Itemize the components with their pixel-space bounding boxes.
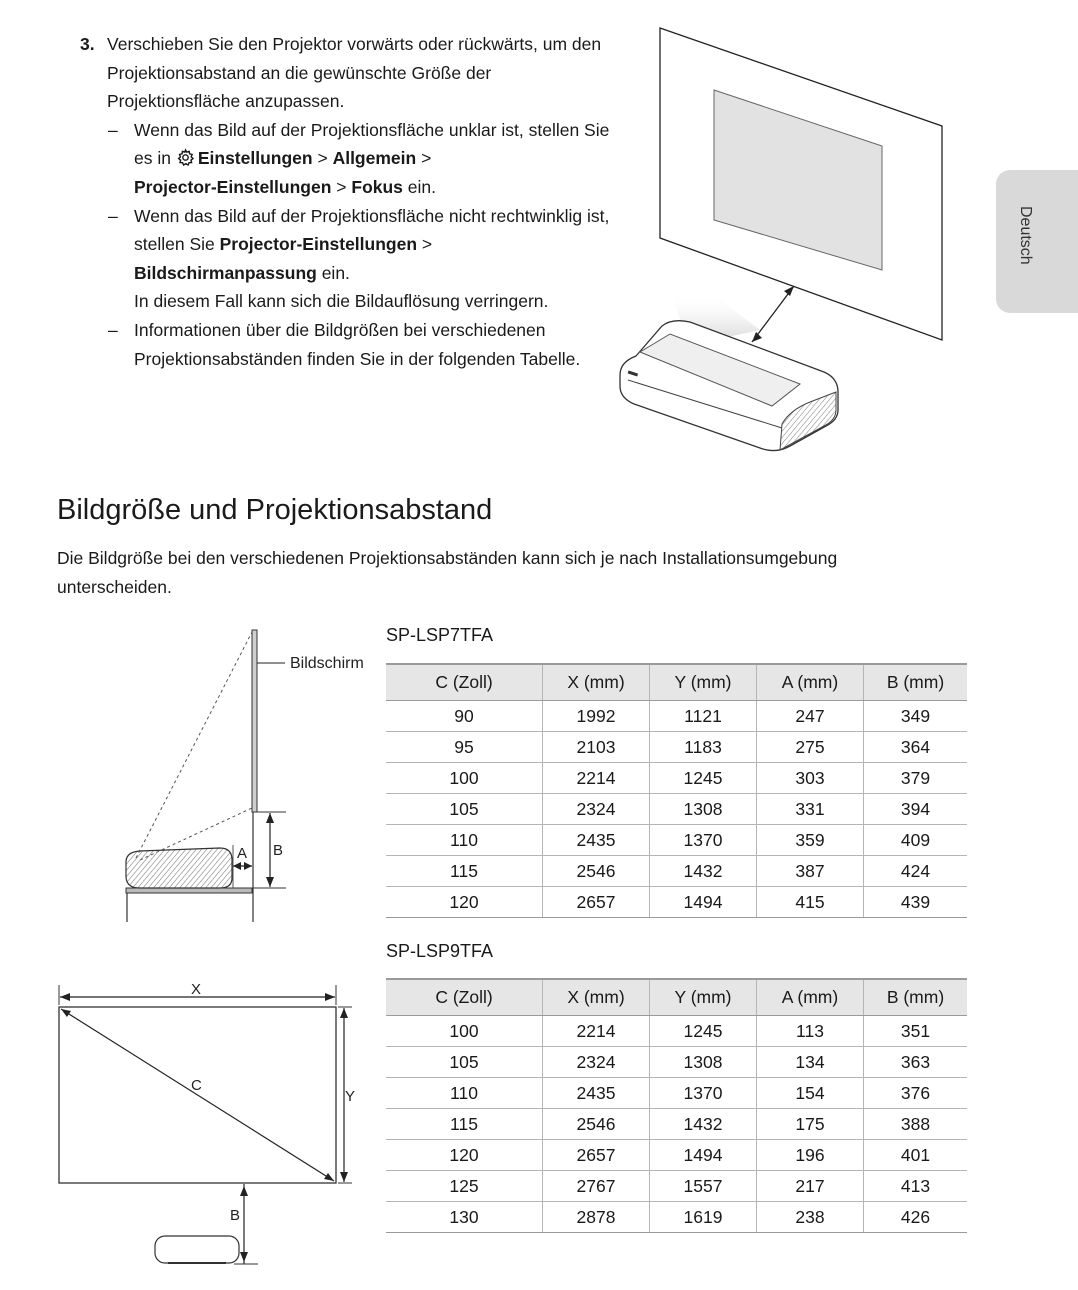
bullet-text: ein. <box>321 262 350 283</box>
table-cell: 95 <box>386 732 543 763</box>
table-row <box>386 1171 967 1202</box>
table-cell: 379 <box>864 763 968 794</box>
table-cell: 1494 <box>650 1140 757 1171</box>
column-header: C (Zoll) <box>386 664 543 701</box>
table-cell: 130 <box>386 1202 543 1233</box>
menu-separator: > <box>421 234 433 255</box>
menu-fokus: Fokus <box>351 176 403 197</box>
table-cell: 1308 <box>650 1047 757 1078</box>
screen-label: Bildschirm <box>290 655 364 672</box>
table-cell: 1121 <box>650 701 757 732</box>
table-header-row <box>386 664 967 701</box>
table-cell: 1494 <box>650 887 757 918</box>
table-cell: 247 <box>757 701 864 732</box>
table-row <box>386 763 967 794</box>
table-cell: 2657 <box>543 1140 650 1171</box>
table-cell: 110 <box>386 1078 543 1109</box>
step-number: 3. <box>80 34 95 54</box>
language-tab-label: Deutsch <box>1017 206 1034 265</box>
bullet-dash: – <box>108 319 118 340</box>
bullet-text: Wenn das Bild auf der Projektionsfläche unklar ist, stellen Sie es in <box>134 119 610 169</box>
table-row <box>386 794 967 825</box>
table-cell: 100 <box>386 1016 543 1047</box>
table-cell: 2546 <box>543 1109 650 1140</box>
table-cell: 2324 <box>543 1047 650 1078</box>
y-dimension-label: Y <box>345 1088 356 1105</box>
table-cell: 2103 <box>543 732 650 763</box>
side-view-diagram <box>110 622 370 927</box>
table-cell: 415 <box>757 887 864 918</box>
x-dimension-label: X <box>191 981 202 998</box>
table-row <box>386 732 967 763</box>
table-cell: 364 <box>864 732 968 763</box>
table-cell: 376 <box>864 1078 968 1109</box>
table-cell: 394 <box>864 794 968 825</box>
menu-separator: > <box>336 176 347 197</box>
table-row <box>386 1016 967 1047</box>
bullet-dash: – <box>108 119 118 140</box>
bullet-table-info <box>80 316 610 373</box>
column-header: B (mm) <box>864 979 968 1016</box>
table-cell: 359 <box>757 825 864 856</box>
language-tab <box>996 170 1078 313</box>
table-cell: 105 <box>386 794 543 825</box>
table-cell: 1992 <box>543 701 650 732</box>
c-dimension-label: C <box>191 1077 202 1094</box>
table-cell: 2767 <box>543 1171 650 1202</box>
bullet-screen-fit <box>80 202 610 316</box>
table-cell: 1183 <box>650 732 757 763</box>
table-cell: 1557 <box>650 1171 757 1202</box>
column-header: C (Zoll) <box>386 979 543 1016</box>
table-row <box>386 1202 967 1233</box>
table-cell: 1432 <box>650 1109 757 1140</box>
table-header-row <box>386 979 967 1016</box>
table-cell: 154 <box>757 1078 864 1109</box>
menu-einstellungen: Einstellungen <box>197 148 313 169</box>
table-row <box>386 825 967 856</box>
projector-illustration <box>600 20 960 470</box>
bullet-text: Informationen über die Bildgrößen bei verschiedenen Projektionsabständen finden Sie in der folgenden Tabelle. <box>134 319 581 369</box>
model-title-2: SP-LSP9TFA <box>386 941 494 961</box>
column-header: A (mm) <box>757 664 864 701</box>
table-cell: 2435 <box>543 1078 650 1109</box>
table-cell: 110 <box>386 825 543 856</box>
table-cell: 2546 <box>543 856 650 887</box>
table-cell: 401 <box>864 1140 968 1171</box>
table-cell: 1245 <box>650 763 757 794</box>
section-title: Bildgröße und Projektionsabstand <box>57 494 493 526</box>
column-header: B (mm) <box>864 664 968 701</box>
menu-bildschirmanpassung: Bildschirmanpassung <box>134 262 317 283</box>
table-cell: 409 <box>864 825 968 856</box>
bullet-focus <box>80 116 610 202</box>
spec-table-1 <box>386 663 967 918</box>
bullet-note: In diesem Fall kann sich die Bildauflösung verringern. <box>134 291 549 312</box>
table-cell: 331 <box>757 794 864 825</box>
table-cell: 275 <box>757 732 864 763</box>
table-cell: 90 <box>386 701 543 732</box>
table-cell: 1619 <box>650 1202 757 1233</box>
menu-allgemein: Allgemein <box>332 148 417 169</box>
table-row <box>386 856 967 887</box>
table-cell: 388 <box>864 1109 968 1140</box>
table-cell: 115 <box>386 856 543 887</box>
table-row <box>386 887 967 918</box>
step-text: Verschieben Sie den Projektor vorwärts oder rückwärts, um den Projektionsabstand an die gewünschte Größe der Projektionsfläche anzupassen. <box>107 34 602 112</box>
table-cell: 2657 <box>543 887 650 918</box>
column-header: Y (mm) <box>650 979 757 1016</box>
table-cell: 175 <box>757 1109 864 1140</box>
table-cell: 105 <box>386 1047 543 1078</box>
table-cell: 303 <box>757 763 864 794</box>
instructions <box>80 30 610 373</box>
front-view-diagram <box>52 978 362 1270</box>
table-cell: 424 <box>864 856 968 887</box>
menu-projector-einstellungen: Projector-Einstellungen <box>219 234 418 255</box>
table-cell: 120 <box>386 887 543 918</box>
table-cell: 1245 <box>650 1016 757 1047</box>
menu-separator: > <box>317 148 328 169</box>
table-cell: 134 <box>757 1047 864 1078</box>
a-dimension-label: A <box>237 845 248 862</box>
table-cell: 100 <box>386 763 543 794</box>
table-cell: 426 <box>864 1202 968 1233</box>
table-cell: 238 <box>757 1202 864 1233</box>
table-row <box>386 1109 967 1140</box>
table-cell: 439 <box>864 887 968 918</box>
table-cell: 2878 <box>543 1202 650 1233</box>
table-cell: 2435 <box>543 825 650 856</box>
b-dimension-label: B <box>230 1207 241 1224</box>
table-cell: 349 <box>864 701 968 732</box>
table-row <box>386 701 967 732</box>
table-cell: 1370 <box>650 1078 757 1109</box>
table-cell: 2214 <box>543 1016 650 1047</box>
bullet-dash: – <box>108 205 118 226</box>
table-row <box>386 1047 967 1078</box>
table-cell: 2324 <box>543 794 650 825</box>
b-dimension-label: B <box>273 842 284 859</box>
step-3 <box>80 30 610 116</box>
column-header: A (mm) <box>757 979 864 1016</box>
bullet-text: Wenn das Bild auf der Projektionsfläche nicht rechtwinklig ist, stellen Sie <box>134 205 610 255</box>
table-cell: 2214 <box>543 763 650 794</box>
column-header: X (mm) <box>543 979 650 1016</box>
table-row <box>386 1140 967 1171</box>
gear-icon <box>176 148 195 167</box>
menu-separator: > <box>421 148 432 169</box>
table-cell: 1308 <box>650 794 757 825</box>
bullet-text: ein. <box>407 176 437 197</box>
menu-projector-einstellungen: Projector-Einstellungen <box>134 176 332 197</box>
table-cell: 363 <box>864 1047 968 1078</box>
section-description: Die Bildgröße bei den verschiedenen Projektionsabständen kann sich je nach Installationsumgebung unterscheiden. <box>57 548 838 597</box>
spec-table-2 <box>386 978 967 1233</box>
table-cell: 196 <box>757 1140 864 1171</box>
column-header: Y (mm) <box>650 664 757 701</box>
table-cell: 113 <box>757 1016 864 1047</box>
table-cell: 351 <box>864 1016 968 1047</box>
table-cell: 387 <box>757 856 864 887</box>
table-cell: 125 <box>386 1171 543 1202</box>
table-cell: 1370 <box>650 825 757 856</box>
table-cell: 115 <box>386 1109 543 1140</box>
model-title-1: SP-LSP7TFA <box>386 625 494 645</box>
table-cell: 120 <box>386 1140 543 1171</box>
table-row <box>386 1078 967 1109</box>
column-header: X (mm) <box>543 664 650 701</box>
table-cell: 1432 <box>650 856 757 887</box>
table-cell: 413 <box>864 1171 968 1202</box>
table-cell: 217 <box>757 1171 864 1202</box>
